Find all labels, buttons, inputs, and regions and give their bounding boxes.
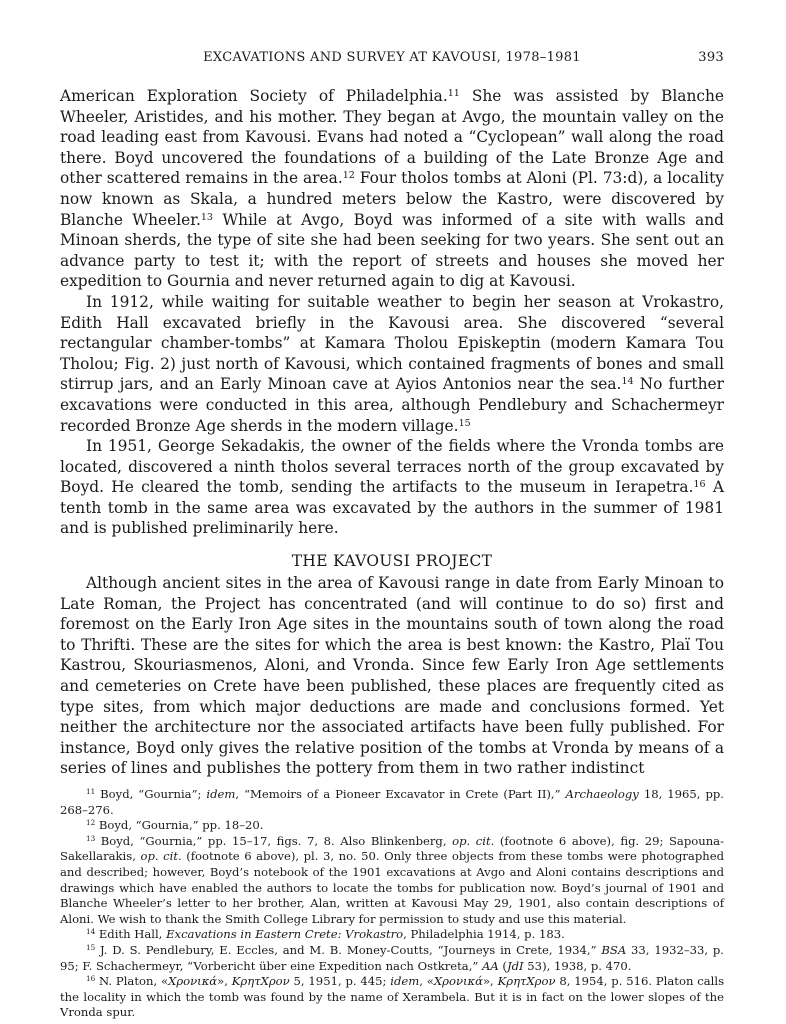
italic-text: idem <box>390 974 420 989</box>
footnote <box>60 787 724 818</box>
italic-text: ΚρητΧρον <box>497 974 556 989</box>
text-run: Edith Hall, <box>95 927 167 942</box>
text-run: ( <box>498 958 507 973</box>
text-run: 5, 1951, p. 445; <box>289 974 391 989</box>
text-run: , “Memoirs of a Pioneer Excavator in Crete (Part II),” <box>235 787 566 801</box>
text-run: (footnote 6 above), pl. 3, no. 50. Only three objects from these tombs were photographed and described; however, Boyd’s notebook of the 1901 excavations at Avgo and Aloni contains descriptions and drawings which have enabled the authors to locate the tombs for publication now. Boyd’s journal of 1901 and Blanche Wheeler’s letter to her brother, Alan, written at Kavousi May 29, 1901, also contain descriptions of Aloni. We wish to thank the Smith College Library for permission to study and use this material. <box>60 849 725 926</box>
paragraphs <box>60 86 724 539</box>
text-run: », <box>217 974 232 989</box>
text-run: 33, 1932–33, p. 95; F. Schachermeyr, “Vorbericht über eine Expedition nach Ostkreta,” <box>60 942 724 973</box>
footnote <box>60 834 724 928</box>
text-run: A tenth tomb in the same area was excavated by the authors in the summer of 1981 and is published preliminarily here. <box>60 478 724 538</box>
footnote <box>60 974 724 1021</box>
text-run: Boyd, “Gournia,” pp. 18–20. <box>95 818 264 833</box>
text-run: (footnote 6 above), fig. 29; Sapouna-Sakellarakis, <box>60 833 725 864</box>
text-run: », <box>482 974 498 989</box>
text-run: While at Avgo, Boyd was informed of a site with walls and Minoan sherds, the type of site she had been seeking for two years. She sent out an advance party to test it; with the report of streets and houses she moved her expedition to Gournia and never returned again to dig at Kavousi. <box>60 210 724 291</box>
footnote <box>60 927 724 943</box>
text-run: N. Platon, « <box>95 974 169 989</box>
footnote-marker: 14 <box>86 927 96 937</box>
paragraph <box>60 292 724 436</box>
footnote-marker: 15 <box>458 417 471 429</box>
footnote <box>60 943 724 974</box>
italic-text: AA <box>482 958 499 973</box>
text-run: Boyd, “Gournia”; <box>95 787 207 801</box>
text-run: In 1951, George Sekadakis, the owner of the fields where the Vronda tombs are located, discovered a ninth tholos several terraces north of the group excavated by Boyd. He cleared the tomb, sending the artifacts to the museum in Ierapetra. <box>60 437 724 497</box>
footnote-marker: 12 <box>86 818 96 828</box>
italic-text: idem <box>206 787 236 801</box>
text-run: She was assisted by Blanche Wheeler, Aristides, and his mother. They began at Avgo, the mountain valley on the road leading east from Kavousi. Evans had noted a “Cyclopean” wall along the road there. Boyd uncovered the foundations of a building of the Late Bronze Age and other scattered remains in the area. <box>60 87 725 188</box>
italic-text: BSA <box>601 942 627 957</box>
footnote-marker: 16 <box>86 974 96 984</box>
text-run: Although ancient sites in the area of Kavousi range in date from Early Minoan to Late Roman, the Project has concentrated (and will continue to do so) first and foremost on the Early Iron Age sites in the mountains south of town along the road to Thrifti. These are the sites for which the area is best known: the Kastro, Plaï Tou Kastrou, Skouriasmenos, Aloni, and Vronda. Since few Early Iron Age settlements and cemeteries on Crete have been published, these places are frequently cited as type sites, from which major deductions are made and conclusions formed. Yet neither the architecture nor the associated artifacts have been fully published. For instance, Boyd only gives the relative position of the tombs at Vronda by means of a series of lines and publishes the pottery from them in two rather indistinct <box>60 574 724 778</box>
footnote-marker: 13 <box>200 211 213 223</box>
italic-text: Excavations in Eastern Crete: Vrokastro <box>166 927 404 942</box>
page <box>60 50 724 1021</box>
footnote-marker: 14 <box>621 376 634 388</box>
paragraph <box>60 436 724 539</box>
text-run: Boyd, “Gournia,” pp. 15–17, figs. 7, 8. Also Blinkenberg, <box>95 833 453 848</box>
text-run: , Philadelphia 1914, p. 183. <box>403 927 565 942</box>
text-run: J. D. S. Pendlebury, E. Eccles, and M. B. Money-Coutts, “Journeys in Crete, 1934,” <box>95 942 602 957</box>
text-run: Four tholos tombs at Aloni (Pl. 73:d), a locality now known as Skala, a hundred meters below the Kastro, were discovered by Blanche Wheeler. <box>60 169 724 229</box>
page-number: 393 <box>698 50 724 65</box>
running-head <box>60 50 724 72</box>
text-run: , « <box>419 974 434 989</box>
italic-text: ΚρητΧρον <box>231 974 290 989</box>
footnote-marker: 12 <box>342 170 355 182</box>
text-run: American Exploration Society of Philadelphia. <box>60 87 448 105</box>
footnote-marker: 11 <box>447 87 460 99</box>
text-run: No further excavations were conducted in this area, although Pendlebury and Schachermeyr recorded Bronze Age sherds in the modern village. <box>60 375 724 435</box>
text-run: 18, 1965, pp. 268–276. <box>60 787 724 817</box>
italic-text: Χρονικά <box>168 974 218 989</box>
paragraph <box>60 86 724 292</box>
paragraph <box>60 573 724 779</box>
section-heading: THE KAVOUSI PROJECT <box>291 552 493 571</box>
footnotes <box>60 787 724 1021</box>
footnote-marker: 16 <box>693 479 706 491</box>
footnote-marker: 11 <box>86 787 96 797</box>
section-paragraphs <box>60 573 724 779</box>
body-text <box>60 86 724 779</box>
footnote <box>60 818 724 834</box>
italic-text: Archaeology <box>565 787 639 801</box>
text-run: 53), 1938, p. 470. <box>523 958 632 973</box>
text-run: 8, 1954, p. 516. Platon calls the locality in which the tomb was found by the name of Xerambela. But it is in fact on the lower slopes of the Vronda spur. <box>60 974 725 1020</box>
italic-text: op. cit. <box>452 833 495 848</box>
footnote-marker: 13 <box>86 833 96 843</box>
footnote-marker: 15 <box>86 942 96 952</box>
running-title: EXCAVATIONS AND SURVEY AT KAVOUSI, 1978–1981 <box>203 50 581 65</box>
italic-text: JdI <box>506 958 524 973</box>
text-run: In 1912, while waiting for suitable weather to begin her season at Vrokastro, Edith Hall excavated briefly in the Kavousi area. She discovered “several rectangular chamber-tombs” at Kamara Tholou Episkeptin (modern Kamara Tou Tholou; Fig. 2) just north of Kavousi, which contained fragments of bones and small stirrup jars, and an Early Minoan cave at Ayios Antonios near the sea. <box>60 292 724 394</box>
italic-text: op. cit. <box>140 849 182 864</box>
italic-text: Χρονικά <box>433 974 483 989</box>
